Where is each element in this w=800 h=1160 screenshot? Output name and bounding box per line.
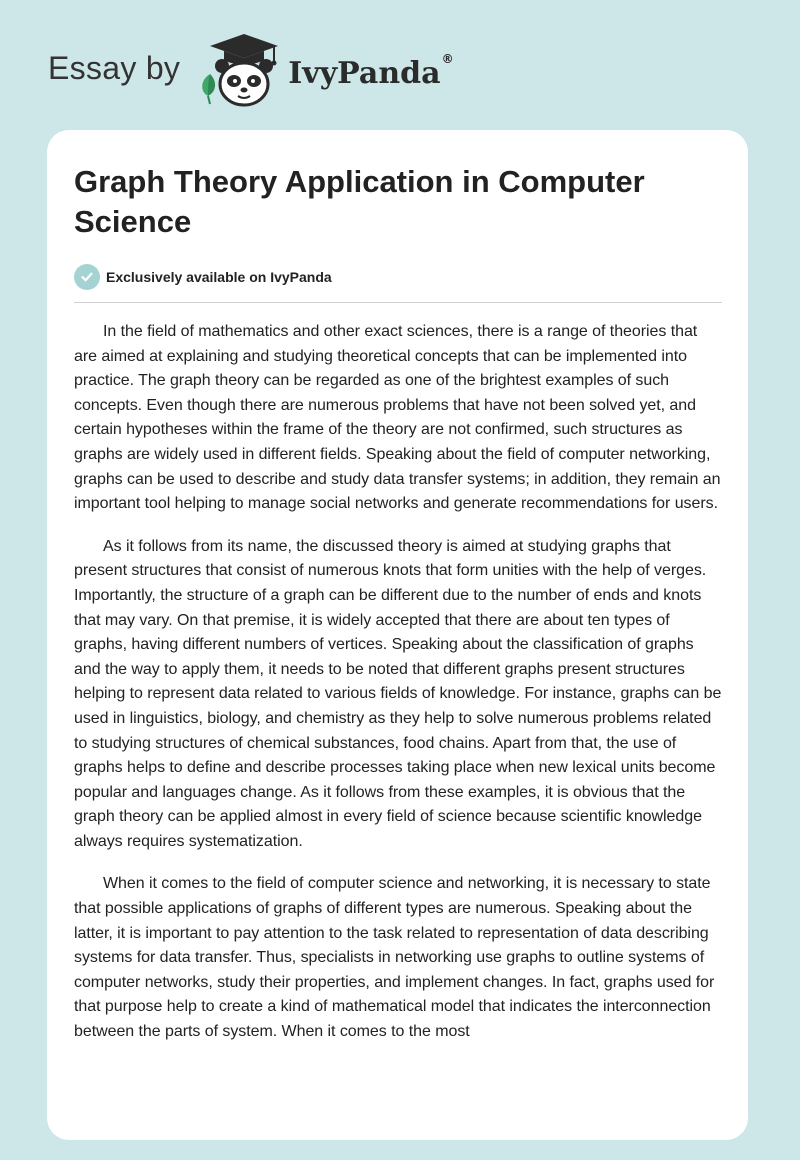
- check-icon: [74, 264, 100, 290]
- exclusive-badge: [74, 264, 332, 290]
- divider: [74, 302, 722, 303]
- essay-card: [47, 130, 748, 1140]
- essay-paragraph-1: In the field of mathematics and other exact sciences, there is a range of theories that are aimed at explaining and studying theoretical concepts that can be implemented into practice. The graph theory can be regarded as one of the brightest examples of such concepts. Even though there are numerous problems that have not been solved yet, and certain hypotheses within the frame of the theory are not confirmed, such structures as graphs are widely used in different fields. Speaking about the field of computer networking, graphs can be used to describe and study data transfer systems; in addition, they remain an important tool helping to manage social networks and generate recommendations for users.: [74, 323, 721, 513]
- brand-name: IvyPanda®: [288, 51, 454, 91]
- exclusive-label: Exclusively available on IvyPanda: [106, 269, 332, 285]
- essay-paragraph-2: As it follows from its name, the discussed theory is aimed at studying graphs that present structures that consist of numerous knots that form unities with the help of verges. Importantly, the structure of a graph can be different due to the number of ends and knots that may vary. On that premise, it is widely accepted that there are about ten types of graphs, having different numbers of vertices. Speaking about the classification of graphs and the way to apply them, it needs to be noted that different graphs present structures helping to represent data related to various fields of knowledge. For instance, graphs can be used in linguistics, biology, and chemistry as they help to solve numerous problems related to studying structures of chemical substances, food chains. Apart from that, the use of graphs helps to define and describe processes taking place when new lexical units become popular and languages change. As it follows from these examples, it is obvious that the graph theory can be applied almost in every field of science because scientific knowledge always requires systematization.: [74, 537, 722, 850]
- panda-logo-icon: [194, 30, 286, 110]
- brand-prefix: Essay by: [48, 49, 181, 86]
- registered-mark: ®: [441, 51, 454, 66]
- essay-body: [74, 320, 724, 1063]
- essay-paragraph-3: When it comes to the field of computer science and networking, it is necessary to state that possible applications of graphs of different types are numerous. Speaking about the latter, it is important to pay attention to the task related to representation of data describing systems for data transfer. Thus, specialists in networking use graphs to outline systems of computer networks, study their properties, and implement changes. In fact, graphs used for that purpose help to create a kind of mathematical model that indicates the interconnection between the parts of system. When it comes to the most: [74, 875, 715, 1041]
- site-brand[interactable]: [48, 30, 454, 110]
- essay-title: Graph Theory Application in Computer Science: [74, 164, 645, 239]
